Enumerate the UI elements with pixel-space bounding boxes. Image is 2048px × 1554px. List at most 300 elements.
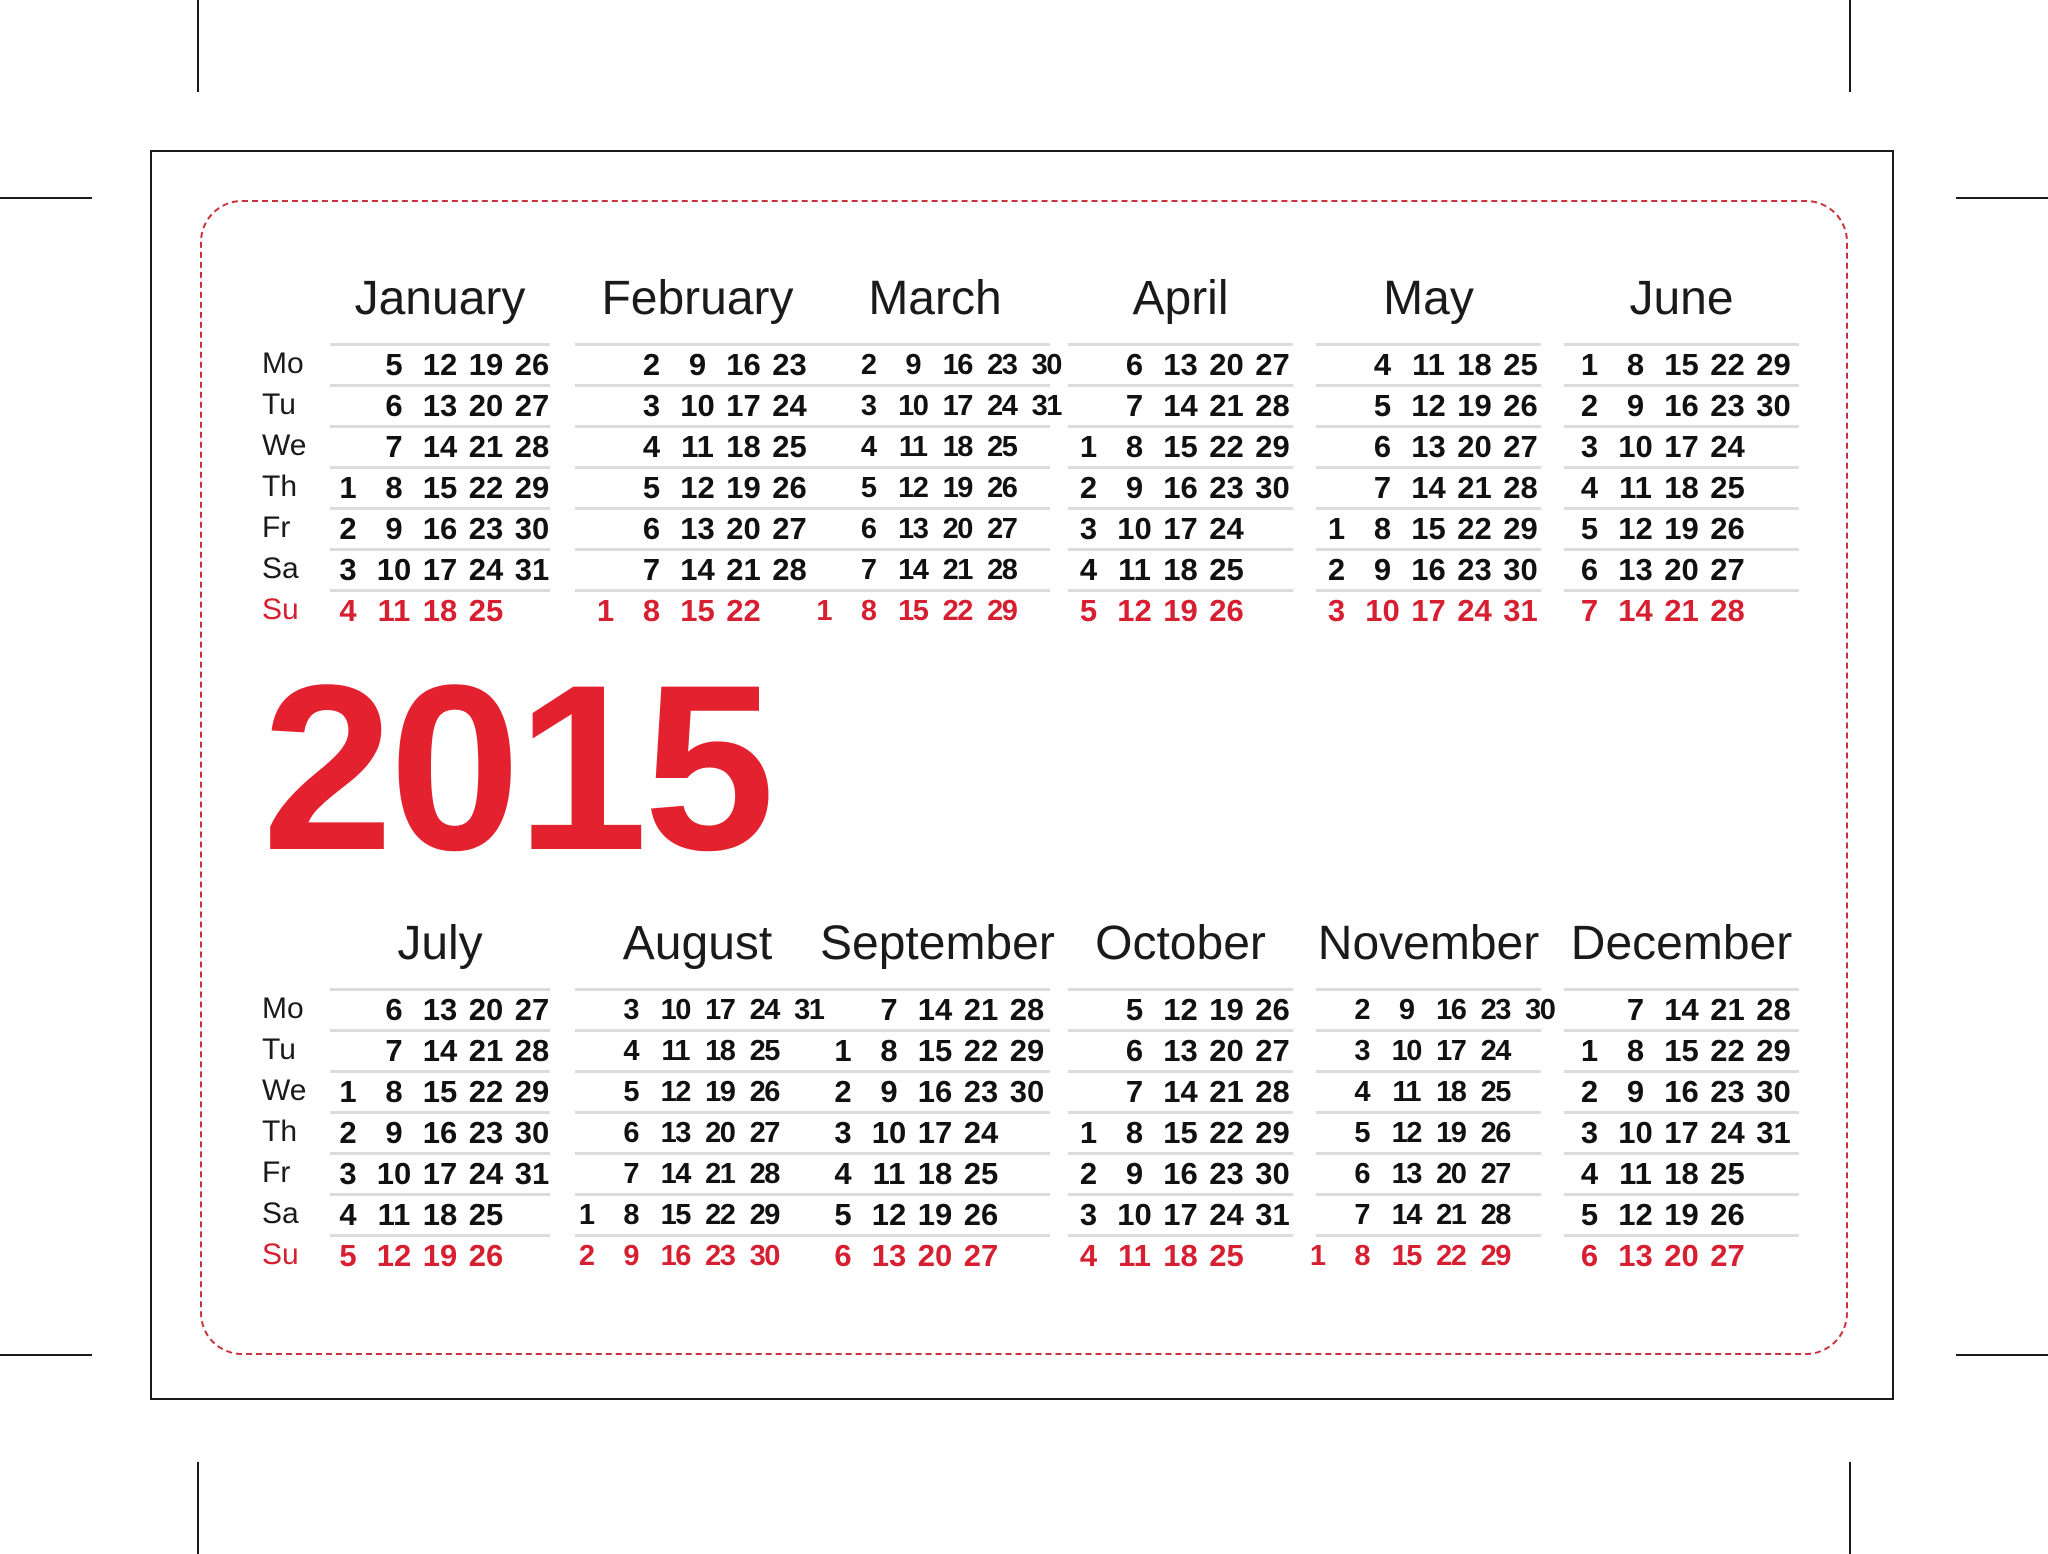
day-number: 10: [680, 388, 715, 423]
week-row: [1564, 466, 1799, 507]
month-april: [1068, 272, 1293, 630]
day-number: 1: [1580, 347, 1599, 382]
day-number: 27: [1255, 347, 1290, 382]
day-number: 25: [1503, 347, 1538, 382]
day-number: 28: [1255, 388, 1290, 423]
day-grid: [1068, 343, 1293, 630]
week-row: [1316, 1193, 1541, 1234]
day-number: 21: [942, 554, 972, 586]
day-number: 22: [468, 470, 504, 505]
day-number: 15: [1664, 347, 1699, 382]
week-row: [330, 343, 550, 384]
day-number: 6: [385, 388, 403, 423]
week-row: [575, 548, 820, 589]
week-row: [330, 1193, 550, 1234]
week-row: [820, 1070, 1050, 1111]
day-number: 25: [468, 593, 504, 628]
day-number: 10: [898, 390, 928, 422]
day-number: 13: [898, 513, 928, 545]
day-number: 7: [880, 992, 898, 1027]
day-number: 10: [376, 1156, 412, 1191]
day-label-mo: Mo: [262, 992, 304, 1025]
day-number: 24: [772, 388, 807, 423]
day-number: 27: [772, 511, 807, 546]
day-number: 11: [1619, 470, 1652, 505]
day-number: 21: [1209, 388, 1244, 423]
week-row: [575, 384, 820, 425]
week-row: [820, 343, 1061, 384]
week-row: [1316, 507, 1541, 548]
day-number: 8: [1373, 511, 1392, 546]
day-number: 17: [942, 390, 972, 422]
day-number: 12: [1163, 992, 1198, 1027]
day-number: 30: [1756, 388, 1791, 423]
day-number: 2: [1354, 994, 1370, 1026]
month-february: [575, 272, 820, 630]
day-number: 15: [917, 1033, 953, 1068]
day-number: 4: [860, 431, 876, 463]
day-number: 5: [1125, 992, 1144, 1027]
day-number: 17: [705, 994, 735, 1026]
day-number: 24: [468, 1156, 504, 1191]
week-row: [1309, 1234, 1541, 1275]
week-row: [330, 1070, 550, 1111]
day-number: 2: [339, 511, 357, 546]
week-row: [816, 589, 1050, 630]
day-number: 20: [1457, 429, 1492, 464]
month-name: May: [1383, 272, 1474, 325]
day-number: 3: [834, 1115, 852, 1150]
day-number: 30: [1031, 349, 1061, 381]
day-number: 7: [1354, 1199, 1370, 1231]
day-number: 22: [468, 1074, 504, 1109]
day-number: 23: [963, 1074, 999, 1109]
day-number: 1: [816, 595, 832, 627]
day-number: 18: [942, 431, 972, 463]
week-row: [820, 1152, 1050, 1193]
day-number: 26: [1255, 992, 1290, 1027]
day-number: 2: [339, 1115, 357, 1150]
week-row: [820, 988, 1050, 1029]
day-number: 2: [1327, 552, 1346, 587]
month-june: [1564, 272, 1799, 630]
day-number: 20: [468, 388, 504, 423]
week-row: [330, 1234, 550, 1275]
day-number: 13: [422, 992, 458, 1027]
crop-mark: [1956, 197, 2048, 199]
day-number: 13: [1163, 1033, 1198, 1068]
day-number: 22: [1457, 511, 1492, 546]
week-row: [820, 425, 1050, 466]
day-number: 30: [514, 1115, 550, 1150]
day-number: 16: [1436, 994, 1466, 1026]
day-number: 23: [1710, 388, 1745, 423]
day-number: 12: [376, 1238, 412, 1273]
week-row: [1068, 343, 1293, 384]
crop-mark: [0, 1354, 92, 1356]
day-number: 13: [1391, 1158, 1421, 1190]
day-number: 12: [1391, 1117, 1421, 1149]
crop-mark: [0, 197, 92, 199]
day-number: 14: [422, 429, 458, 464]
week-row: [1316, 384, 1541, 425]
day-number: 5: [1354, 1117, 1370, 1149]
day-number: 29: [1255, 1115, 1290, 1150]
day-number: 5: [860, 472, 876, 504]
day-number: 21: [468, 1033, 504, 1068]
day-number: 13: [680, 511, 715, 546]
day-number: 19: [468, 347, 504, 382]
day-number: 16: [1664, 388, 1699, 423]
week-row: [1068, 1070, 1293, 1111]
day-number: 2: [1079, 470, 1098, 505]
week-row: [330, 589, 550, 630]
day-number: 24: [1710, 1115, 1745, 1150]
day-number: 7: [1626, 992, 1645, 1027]
day-number: 3: [1079, 511, 1098, 546]
day-number: 4: [834, 1156, 852, 1191]
day-number: 8: [1125, 1115, 1144, 1150]
day-label-mo: Mo: [262, 347, 304, 380]
day-number: 12: [898, 472, 928, 504]
day-number: 6: [860, 513, 876, 545]
day-grid: [330, 343, 550, 630]
day-number: 3: [860, 390, 876, 422]
week-row: [1564, 988, 1799, 1029]
day-number: 29: [1009, 1033, 1045, 1068]
day-number: 26: [749, 1076, 779, 1108]
day-number: 17: [1411, 593, 1446, 628]
month-november: [1309, 917, 1555, 1275]
day-number: 2: [578, 1240, 594, 1272]
day-number: 29: [1503, 511, 1538, 546]
day-number: 23: [772, 347, 807, 382]
day-number: 26: [514, 347, 550, 382]
day-number: 22: [1209, 429, 1244, 464]
day-number: 8: [385, 470, 403, 505]
day-number: 21: [1710, 992, 1745, 1027]
day-grid: [1309, 988, 1555, 1275]
day-number: 19: [1209, 992, 1244, 1027]
day-number: 23: [1457, 552, 1492, 587]
week-row: [330, 425, 550, 466]
day-number: 2: [1079, 1156, 1098, 1191]
day-number: 27: [987, 513, 1017, 545]
day-number: 3: [1580, 429, 1599, 464]
day-number: 24: [1209, 511, 1244, 546]
day-number: 2: [834, 1074, 852, 1109]
day-number: 24: [1480, 1035, 1510, 1067]
day-number: 30: [1255, 1156, 1290, 1191]
day-number: 21: [1664, 593, 1699, 628]
day-number: 28: [1009, 992, 1045, 1027]
day-number: 7: [623, 1158, 639, 1190]
month-name: June: [1629, 272, 1734, 325]
day-number: 25: [468, 1197, 504, 1232]
day-number: 7: [1580, 593, 1599, 628]
day-number: 28: [1756, 992, 1791, 1027]
day-number: 3: [339, 1156, 357, 1191]
day-grid: [330, 988, 550, 1275]
day-number: 27: [1480, 1158, 1510, 1190]
day-number: 9: [1398, 994, 1414, 1026]
day-number: 1: [339, 470, 357, 505]
day-number: 31: [1503, 593, 1538, 628]
day-number: 5: [1373, 388, 1392, 423]
day-number: 16: [1411, 552, 1446, 587]
day-number: 14: [680, 552, 715, 587]
day-number: 13: [660, 1117, 690, 1149]
day-label-we: We: [262, 429, 307, 462]
day-number: 14: [1163, 388, 1198, 423]
day-number: 11: [872, 1156, 906, 1191]
week-row: [330, 1152, 550, 1193]
day-number: 9: [1373, 552, 1392, 587]
day-number: 18: [1664, 470, 1699, 505]
day-number: 9: [1125, 1156, 1144, 1191]
day-number: 15: [898, 595, 928, 627]
day-number: 15: [422, 1074, 458, 1109]
day-number: 21: [705, 1158, 735, 1190]
day-label-su: Su: [262, 593, 299, 626]
week-row: [1564, 425, 1799, 466]
day-number: 17: [1664, 429, 1699, 464]
day-number: 6: [1580, 1238, 1599, 1273]
day-number: 25: [1710, 470, 1745, 505]
day-number: 3: [1327, 593, 1346, 628]
day-number: 17: [1436, 1035, 1466, 1067]
week-row: [1068, 1152, 1293, 1193]
day-number: 9: [1125, 470, 1144, 505]
week-row: [575, 507, 820, 548]
day-number: 13: [1618, 552, 1653, 587]
day-number: 31: [1031, 390, 1061, 422]
day-number: 20: [1209, 347, 1244, 382]
day-number: 1: [1327, 511, 1346, 546]
week-row: [1068, 425, 1293, 466]
day-number: 11: [377, 1197, 411, 1232]
week-row: [1316, 425, 1541, 466]
day-number: 29: [1480, 1240, 1510, 1272]
crop-mark: [1849, 0, 1851, 92]
day-number: 7: [1125, 1074, 1144, 1109]
day-number: 10: [660, 994, 690, 1026]
day-label-th: Th: [262, 470, 298, 503]
day-number: 22: [726, 593, 761, 628]
day-number: 30: [1009, 1074, 1045, 1109]
day-number: 26: [963, 1197, 999, 1232]
day-number: 30: [1756, 1074, 1791, 1109]
day-number: 19: [422, 1238, 458, 1273]
day-number: 5: [623, 1076, 639, 1108]
day-number: 3: [1079, 1197, 1098, 1232]
week-row: [575, 988, 824, 1029]
day-number: 4: [1079, 552, 1098, 587]
day-number: 27: [1710, 552, 1745, 587]
week-row: [1068, 1111, 1293, 1152]
month-january: [330, 272, 550, 630]
day-number: 14: [1618, 593, 1653, 628]
day-number: 4: [642, 429, 661, 464]
day-number: 1: [1580, 1033, 1599, 1068]
day-number: 18: [705, 1035, 735, 1067]
crop-mark: [197, 0, 199, 92]
day-number: 10: [1117, 1197, 1152, 1232]
day-number: 6: [1125, 347, 1144, 382]
day-grid: [1564, 343, 1799, 630]
day-number: 22: [705, 1199, 735, 1231]
day-number: 20: [917, 1238, 953, 1273]
week-row: [575, 1234, 820, 1275]
day-number: 30: [514, 511, 550, 546]
day-label-we: We: [262, 1074, 307, 1107]
day-number: 6: [1580, 552, 1599, 587]
day-number: 9: [688, 347, 707, 382]
day-number: 16: [660, 1240, 690, 1272]
day-number: 29: [1756, 1033, 1791, 1068]
week-row: [575, 589, 820, 630]
day-number: 18: [422, 593, 458, 628]
week-row: [820, 1193, 1050, 1234]
week-row: [1564, 1193, 1799, 1234]
month-name: August: [622, 917, 773, 970]
day-number: 5: [1079, 593, 1098, 628]
day-number: 10: [1365, 593, 1400, 628]
crop-mark: [1956, 1354, 2048, 1356]
day-number: 9: [385, 1115, 403, 1150]
day-number: 19: [1163, 593, 1198, 628]
day-number: 16: [422, 511, 458, 546]
day-number: 8: [623, 1199, 639, 1231]
day-number: 17: [726, 388, 761, 423]
day-number: 24: [1457, 593, 1492, 628]
day-number: 13: [1618, 1238, 1653, 1273]
week-row: [330, 384, 550, 425]
day-number: 23: [1209, 470, 1244, 505]
day-number: 9: [880, 1074, 898, 1109]
day-number: 16: [1664, 1074, 1699, 1109]
day-number: 28: [1255, 1074, 1290, 1109]
day-label-sa: Sa: [262, 1197, 299, 1230]
day-number: 7: [385, 1033, 403, 1068]
day-number: 12: [1117, 593, 1152, 628]
day-number: 4: [339, 593, 357, 628]
day-number: 21: [1209, 1074, 1244, 1109]
day-number: 15: [422, 470, 458, 505]
day-number: 12: [680, 470, 715, 505]
day-number: 18: [1163, 1238, 1198, 1273]
day-grid: [1564, 988, 1799, 1275]
day-number: 21: [726, 552, 761, 587]
day-number: 6: [623, 1117, 639, 1149]
day-number: 26: [987, 472, 1017, 504]
day-number: 18: [1163, 552, 1198, 587]
week-row: [1068, 1234, 1293, 1275]
day-number: 20: [726, 511, 761, 546]
day-number: 22: [1436, 1240, 1466, 1272]
month-may: [1316, 272, 1541, 630]
day-number: 13: [422, 388, 458, 423]
day-number: 3: [339, 552, 357, 587]
day-number: 11: [1619, 1156, 1652, 1191]
day-number: 8: [880, 1033, 898, 1068]
day-number: 29: [514, 1074, 550, 1109]
day-number: 17: [422, 1156, 458, 1191]
day-number: 7: [642, 552, 661, 587]
day-number: 25: [987, 431, 1017, 463]
day-number: 10: [1391, 1035, 1421, 1067]
day-number: 22: [1209, 1115, 1244, 1150]
day-number: 26: [1209, 593, 1244, 628]
day-number: 18: [1664, 1156, 1699, 1191]
day-number: 3: [1354, 1035, 1370, 1067]
day-number: 17: [917, 1115, 953, 1150]
day-number: 14: [1391, 1199, 1421, 1231]
day-number: 29: [749, 1199, 779, 1231]
day-number: 7: [1125, 388, 1144, 423]
day-number: 23: [705, 1240, 735, 1272]
day-number: 26: [1503, 388, 1538, 423]
day-number: 1: [1079, 429, 1098, 464]
day-number: 30: [1255, 470, 1290, 505]
week-row: [1564, 548, 1799, 589]
day-number: 20: [468, 992, 504, 1027]
week-row: [1316, 1029, 1541, 1070]
day-number: 11: [898, 431, 927, 463]
day-number: 24: [987, 390, 1017, 422]
week-row: [330, 548, 550, 589]
day-number: 24: [963, 1115, 999, 1150]
day-number: 6: [385, 992, 403, 1027]
day-number: 28: [1503, 470, 1538, 505]
month-name: October: [1095, 917, 1266, 970]
day-number: 28: [987, 554, 1017, 586]
day-label-fr: Fr: [262, 511, 291, 544]
day-number: 24: [1209, 1197, 1244, 1232]
day-number: 17: [1163, 1197, 1198, 1232]
day-number: 11: [377, 593, 411, 628]
day-grid: [816, 343, 1061, 630]
week-row: [1068, 548, 1293, 589]
day-number: 22: [942, 595, 972, 627]
week-row: [820, 1234, 1050, 1275]
day-number: 20: [1436, 1158, 1466, 1190]
day-number: 22: [1710, 347, 1745, 382]
week-row: [1068, 384, 1293, 425]
day-number: 1: [834, 1033, 852, 1068]
day-grid: [820, 988, 1050, 1275]
day-number: 16: [1163, 1156, 1198, 1191]
week-row: [1564, 343, 1799, 384]
week-row: [575, 1111, 820, 1152]
week-row: [1068, 1193, 1293, 1234]
day-number: 7: [385, 429, 403, 464]
day-number: 18: [726, 429, 761, 464]
week-row: [1564, 1070, 1799, 1111]
day-number: 12: [1618, 511, 1653, 546]
week-row: [1068, 466, 1293, 507]
day-number: 6: [642, 511, 661, 546]
day-label-fr: Fr: [262, 1156, 291, 1189]
day-number: 3: [642, 388, 661, 423]
day-number: 4: [1354, 1076, 1370, 1108]
day-number: 28: [514, 1033, 550, 1068]
day-number: 19: [942, 472, 972, 504]
day-number: 5: [339, 1238, 357, 1273]
day-grid: [1068, 988, 1293, 1275]
month-october: [1068, 917, 1293, 1275]
day-number: 28: [514, 429, 550, 464]
